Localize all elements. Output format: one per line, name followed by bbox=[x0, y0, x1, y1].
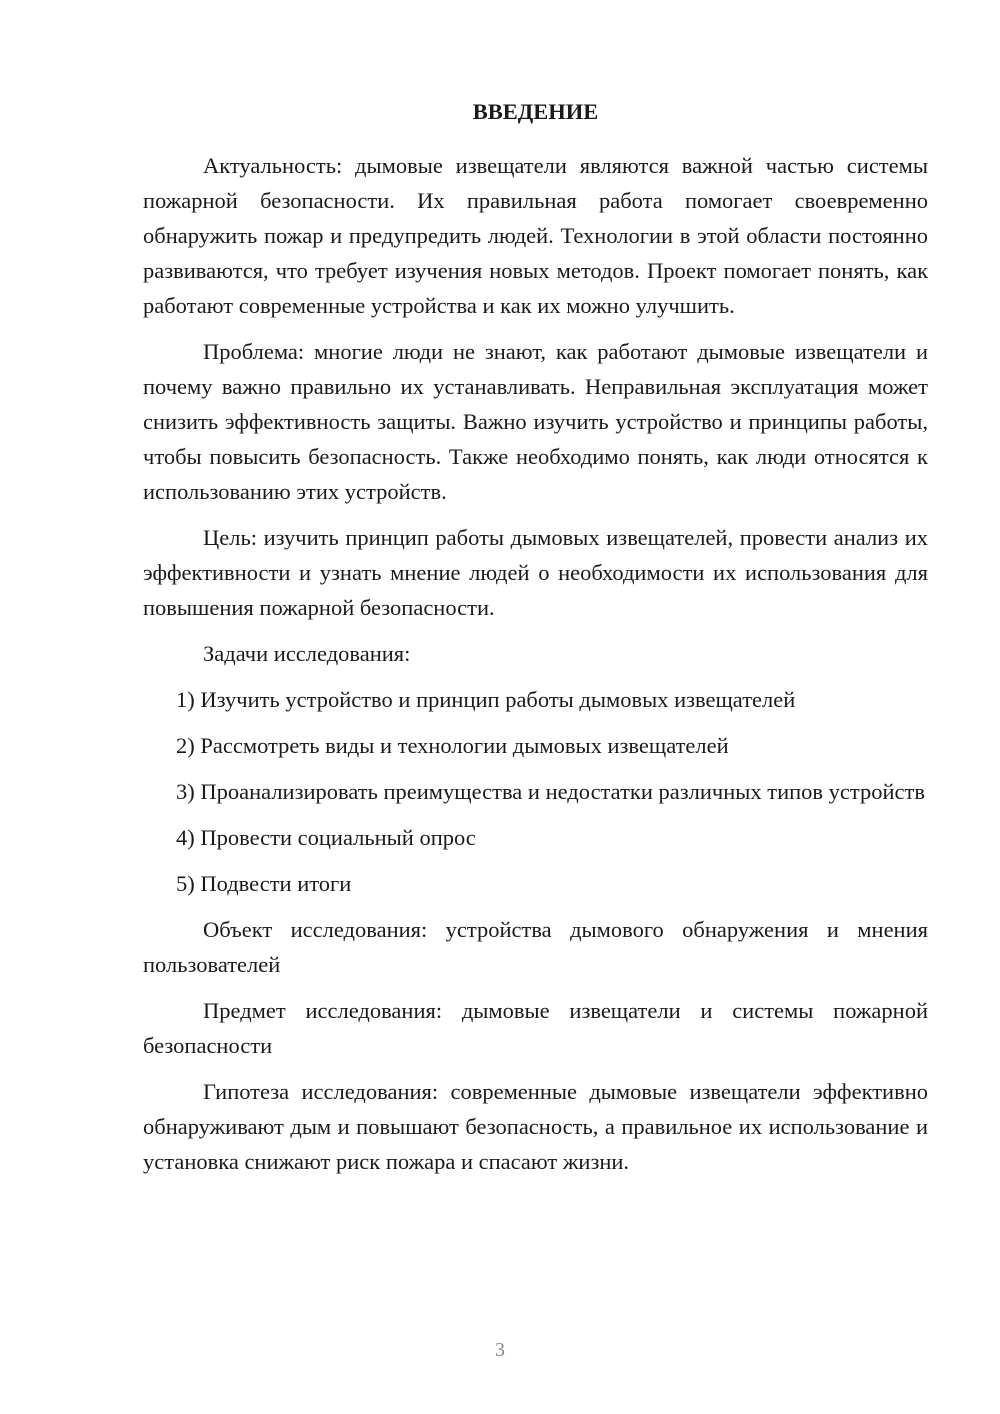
paragraph-problem: Проблема: многие люди не знают, как работают дымовые извещатели и почему важно правильно их устанавливать. Неправильная эксплуатация может снизить эффективность защиты. Важно изучить устройство и принципы работы, чтобы повысить безопасность. Также необходимо понять, как люди относятся к использованию этих устройств. bbox=[143, 339, 928, 504]
task-item: 4) Провести социальный опрос bbox=[176, 825, 476, 850]
paragraph-subject: Предмет исследования: дымовые извещатели и системы пожарной безопасности bbox=[143, 998, 928, 1058]
page-number: 3 bbox=[495, 1339, 505, 1361]
paragraph-goal: Цель: изучить принцип работы дымовых извещателей, провести анализ их эффективности и узнать мнение людей о необходимости их использования для повышения пожарной безопасности. bbox=[143, 525, 928, 620]
paragraph-hypothesis: Гипотеза исследования: современные дымовые извещатели эффективно обнаруживают дым и повышают безопасность, а правильное их использование и установка снижают риск пожара и спасают жизни. bbox=[143, 1079, 928, 1174]
paragraph-object: Объект исследования: устройства дымового обнаружения и мнения пользователей bbox=[143, 917, 928, 977]
page-content bbox=[143, 94, 928, 1190]
section-heading: ВВЕДЕНИЕ bbox=[472, 99, 599, 124]
task-item: 1) Изучить устройство и принцип работы дымовых извещателей bbox=[176, 687, 796, 712]
task-item: 3) Проанализировать преимущества и недостатки различных типов устройств bbox=[176, 779, 925, 804]
paragraph-relevance: Актуальность: дымовые извещатели являются важной частью системы пожарной безопасности. Их правильная работа помогает своевременно обнаружить пожар и предупредить людей. Технологии в этой области постоянно развиваются, что требует изучения новых методов. Проект помогает понять, как работают современные устройства и как их можно улучшить. bbox=[143, 153, 928, 318]
tasks-title: Задачи исследования: bbox=[203, 641, 411, 666]
task-item: 2) Рассмотреть виды и технологии дымовых извещателей bbox=[176, 733, 729, 758]
task-item: 5) Подвести итоги bbox=[176, 871, 352, 896]
